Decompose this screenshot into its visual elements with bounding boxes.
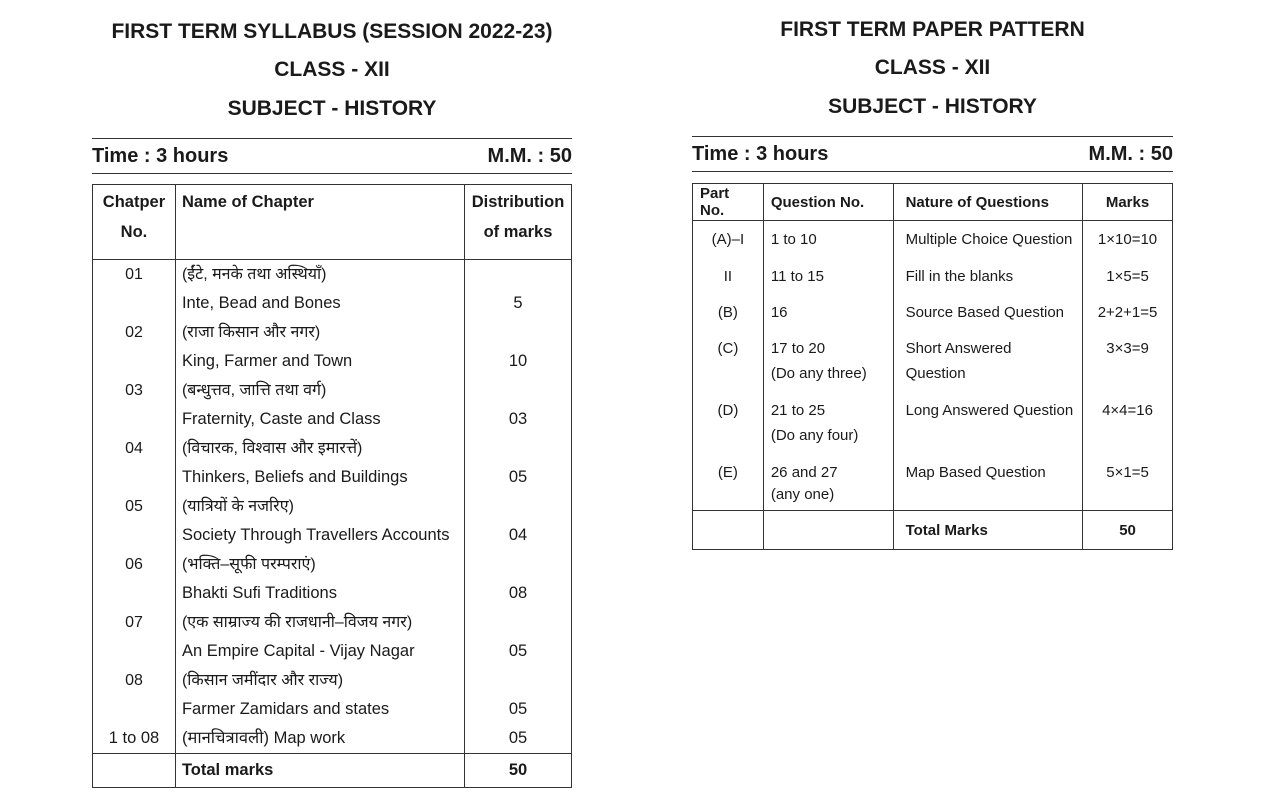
pattern-total-value: 50: [1083, 511, 1173, 550]
part-no: (E): [693, 448, 764, 511]
table-row: [93, 521, 572, 550]
chapter-no: [93, 347, 176, 376]
chapter-name: Bhakti Sufi Traditions: [175, 579, 464, 608]
chapter-no: 06: [93, 550, 176, 579]
chapter-no: [93, 405, 176, 434]
chapter-no: 03: [93, 376, 176, 405]
chapter-name: Farmer Zamidars and states: [175, 695, 464, 724]
chapter-name: (ईंटे, मनके तथा अस्थियाँ): [175, 260, 464, 290]
header-distribution: Distribution of marks: [464, 185, 571, 260]
table-row: [693, 386, 1173, 448]
chapter-marks: [464, 550, 571, 579]
chapter-marks: 05: [464, 637, 571, 666]
header-question-no: Question No.: [763, 184, 893, 221]
chapter-no: [93, 579, 176, 608]
syllabus-title: FIRST TERM SYLLABUS (SESSION 2022-23): [111, 20, 553, 43]
chapter-marks: 08: [464, 579, 571, 608]
table-row: [93, 347, 572, 376]
chapter-name: (यात्रियों के नजरिए): [175, 492, 464, 521]
table-row: [93, 289, 572, 318]
table-row: [693, 448, 1173, 511]
chapter-marks: [464, 260, 571, 290]
chapter-no: 02: [93, 318, 176, 347]
chapter-marks: [464, 608, 571, 637]
chapter-marks: 05: [464, 695, 571, 724]
chapter-marks: 03: [464, 405, 571, 434]
chapter-name: (किसान जमींदार और राज्य): [175, 666, 464, 695]
chapter-name: Thinkers, Beliefs and Buildings: [175, 463, 464, 492]
chapter-no: [93, 289, 176, 318]
chapter-no: 07: [93, 608, 176, 637]
pattern-table: [692, 183, 1173, 550]
question-no: 1 to 10: [763, 221, 893, 253]
part-no: (C): [693, 325, 764, 386]
pattern-total-label: Total Marks: [893, 511, 1082, 550]
table-row: [93, 579, 572, 608]
chapter-marks: [464, 492, 571, 521]
table-row: [93, 492, 572, 521]
chapter-name: (मानचित्रावली) Map work: [175, 724, 464, 754]
table-row: [93, 434, 572, 463]
pattern-title: FIRST TERM PAPER PATTERN: [780, 18, 1085, 41]
chapter-name: (राजा किसान और नगर): [175, 318, 464, 347]
header-chapter-no: Chatper No.: [93, 185, 176, 260]
question-nature: Source Based Question: [893, 289, 1082, 325]
header-chapter-name: Name of Chapter: [175, 185, 464, 260]
question-marks: 4×4=16: [1083, 386, 1173, 448]
chapter-marks: [464, 318, 571, 347]
pattern-total-row: [693, 511, 1173, 550]
syllabus-total-value: 50: [464, 754, 571, 788]
chapter-no: [93, 637, 176, 666]
chapter-name: (बन्धुत्तव, जात्ति तथा वर्ग): [175, 376, 464, 405]
question-nature: Multiple Choice Question: [893, 221, 1082, 253]
table-row: [93, 463, 572, 492]
table-row: [93, 550, 572, 579]
chapter-no: 08: [93, 666, 176, 695]
chapter-name: Inte, Bead and Bones: [175, 289, 464, 318]
part-no: (B): [693, 289, 764, 325]
chapter-no: 1 to 08: [93, 724, 176, 754]
question-no: 21 to 25 (Do any four): [763, 386, 893, 448]
question-marks: 3×3=9: [1083, 325, 1173, 386]
chapter-name: King, Farmer and Town: [175, 347, 464, 376]
pattern-time-bar: [692, 136, 1173, 172]
table-row: [93, 405, 572, 434]
question-no: 11 to 15: [763, 252, 893, 289]
chapter-marks: [464, 434, 571, 463]
chapter-name: Society Through Travellers Accounts: [175, 521, 464, 550]
chapter-marks: 05: [464, 463, 571, 492]
chapter-no: 01: [93, 260, 176, 290]
table-row: [93, 376, 572, 405]
chapter-marks: 10: [464, 347, 571, 376]
table-row: [93, 608, 572, 637]
question-marks: 1×10=10: [1083, 221, 1173, 253]
chapter-name: (भक्ति–सूफी परम्पराएं): [175, 550, 464, 579]
part-no: II: [693, 252, 764, 289]
chapter-no: [93, 521, 176, 550]
table-row: [93, 260, 572, 290]
chapter-no: [93, 695, 176, 724]
header-marks: Marks: [1083, 184, 1173, 221]
question-no: 26 and 27 (any one): [763, 448, 893, 511]
question-nature: Fill in the blanks: [893, 252, 1082, 289]
question-marks: 2+2+1=5: [1083, 289, 1173, 325]
chapter-name: (एक साम्राज्य की राजधानी–विजय नगर): [175, 608, 464, 637]
pattern-header-row: [693, 184, 1173, 221]
syllabus-subject: SUBJECT - HISTORY: [227, 97, 437, 120]
pattern-time: Time : 3 hours: [692, 143, 829, 165]
chapter-marks: 5: [464, 289, 571, 318]
syllabus-max-marks: M.M. : 50: [487, 145, 572, 167]
table-row: [93, 724, 572, 754]
chapter-name: (विचारक, विश्वास और इमारत्तें): [175, 434, 464, 463]
table-row: [93, 695, 572, 724]
syllabus-table: [92, 184, 572, 788]
header-nature: Nature of Questions: [893, 184, 1082, 221]
part-no: (D): [693, 386, 764, 448]
chapter-no: [93, 463, 176, 492]
syllabus-total-row: [93, 754, 572, 788]
syllabus-total-label: Total marks: [175, 754, 464, 788]
table-row: [93, 666, 572, 695]
question-no: 17 to 20 (Do any three): [763, 325, 893, 386]
chapter-no: 04: [93, 434, 176, 463]
pattern-subject: SUBJECT - HISTORY: [828, 95, 1037, 118]
chapter-marks: 04: [464, 521, 571, 550]
table-row: [693, 325, 1173, 386]
pattern-class: CLASS - XII: [874, 56, 991, 79]
part-no: (A)–I: [693, 221, 764, 253]
table-row: [693, 289, 1173, 325]
table-row: [93, 637, 572, 666]
table-row: [693, 221, 1173, 253]
syllabus-time: Time : 3 hours: [92, 145, 229, 167]
syllabus-time-bar: [92, 138, 572, 174]
header-part-no: Part No.: [693, 184, 764, 221]
chapter-name: An Empire Capital - Vijay Nagar: [175, 637, 464, 666]
table-row: [93, 318, 572, 347]
chapter-no: 05: [93, 492, 176, 521]
chapter-marks: 05: [464, 724, 571, 754]
question-no: 16: [763, 289, 893, 325]
chapter-marks: [464, 376, 571, 405]
question-nature: Short Answered Question: [893, 325, 1082, 386]
question-nature: Long Answered Question: [893, 386, 1082, 448]
syllabus-class: CLASS - XII: [274, 58, 390, 81]
question-marks: 5×1=5: [1083, 448, 1173, 511]
syllabus-header-row: [93, 185, 572, 260]
table-row: [693, 252, 1173, 289]
question-nature: Map Based Question: [893, 448, 1082, 511]
chapter-name: Fraternity, Caste and Class: [175, 405, 464, 434]
pattern-max-marks: M.M. : 50: [1088, 143, 1173, 165]
question-marks: 1×5=5: [1083, 252, 1173, 289]
chapter-marks: [464, 666, 571, 695]
